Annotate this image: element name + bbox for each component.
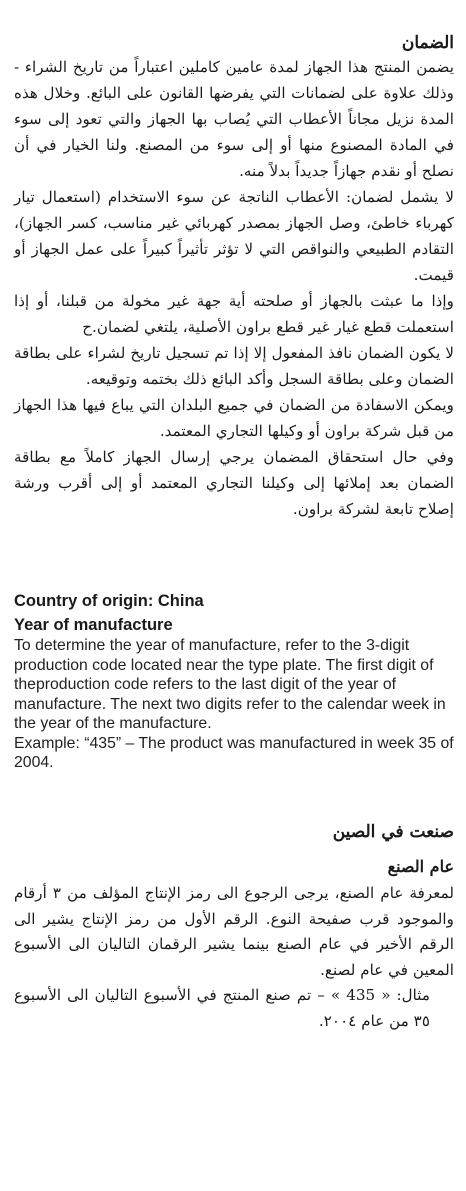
warranty-paragraph: ويمكن الاسفادة من الضمان في جميع البلدان التي يباع فيها هذا الجهاز من قبل شركة براون أو وكيلها التجاري المعتمد.: [14, 396, 454, 440]
origin-section-arabic: [14, 820, 454, 1034]
warranty-body: [14, 54, 454, 522]
production-code-example: Example: “435” – The product was manufactured in week 35 of 2004.: [14, 734, 454, 771]
year-of-manufacture-heading-arabic: عام الصنع: [387, 857, 454, 876]
warranty-section-arabic: [14, 32, 454, 522]
warranty-paragraph: وفي حال استحقاق المضمان يرجي إرسال الجهاز كاملاً مع بطاقة الضمان بعد إملائها إلى وكيلنا التجاري المعتمد أو إلى أقرب ورشة إصلاح تابعة لشركة براون.: [14, 448, 454, 518]
origin-section-english: [14, 590, 454, 773]
production-code-body-arabic: [14, 881, 454, 1034]
warranty-title: الضمان: [401, 33, 454, 53]
production-code-explanation-arabic: لمعرفة عام الصنع، يرجى الرجوع الى رمز الإنتاج المؤلف من ٣ أرقام والموجود قرب صفيحة النوع. الرقم الأول من رمز الإنتاج يشير الى الرقم الأخير في عام الصنع بينما يشير الرقمان التاليان الى الأسبوع المعين في عام لصنع.: [14, 884, 454, 979]
warranty-paragraph: وإذا ما عبثت بالجهاز أو صلحته أية جهة غير مخولة من قبلنا، أو إذا استعملت قطع غيار غير قطع براون الأصلية، يلتغي لضمان.ح: [14, 292, 454, 336]
year-of-manufacture-heading: Year of manufacture: [14, 616, 173, 634]
warranty-paragraph: لا يشمل لضمان: الأعطاب الناتجة عن سوء الاستخدام (استعمال تيار كهرباء خاطئ، وصل الجهاز بمصدر كهربائي غير مناسب، كسر الجهاز)، التقادم الطبيعي والنواقص التي لا تؤثر تأثيراً كبيراً على عمل الجهاز أو قيمت.: [14, 188, 454, 284]
production-code-example-arabic: مثال: « 435 » – تم صنع المنتج في الأسبوع التاليان الى الأسبوع ٣٥ من عام ٢٠٠٤.: [14, 986, 431, 1030]
production-code-explanation: To determine the year of manufacture, refer to the 3-digit production code located near the type plate. The first digit of theproduction code refers to the last digit of the year of manufacture. The next two digits refer to the calendar week in the year of the manufacture.: [14, 637, 446, 732]
warranty-paragraph: يضمن المنتج هذا الجهاز لمدة عامين كاملين اعتباراً من تاريخ الشراء - وذلك علاوة على لضمانات التي يفرضها القانون على البائع. وخلال هذه المدة نزيل مجاناً الأعطاب التي يُصاب بها الجهاز والتي تعود إلى سوء في المادة المصنوع منها أو إلى سوء من المصنع. ولنا الخيار في أن نصلح أو نقدم جهازاً جديداً بدلاً منه.: [14, 58, 454, 180]
country-of-origin-heading: Country of origin: China: [14, 592, 204, 610]
warranty-paragraph: لا يكون الضمان نافذ المفعول إلا إذا تم تسجيل تاريخ لشراء على بطاقة الضمان وعلى بطاقة السجل وأكد البائع ذلك بختمه وتوقيعه.: [14, 344, 454, 388]
country-of-origin-heading-arabic: صنعت في الصين: [332, 822, 454, 842]
